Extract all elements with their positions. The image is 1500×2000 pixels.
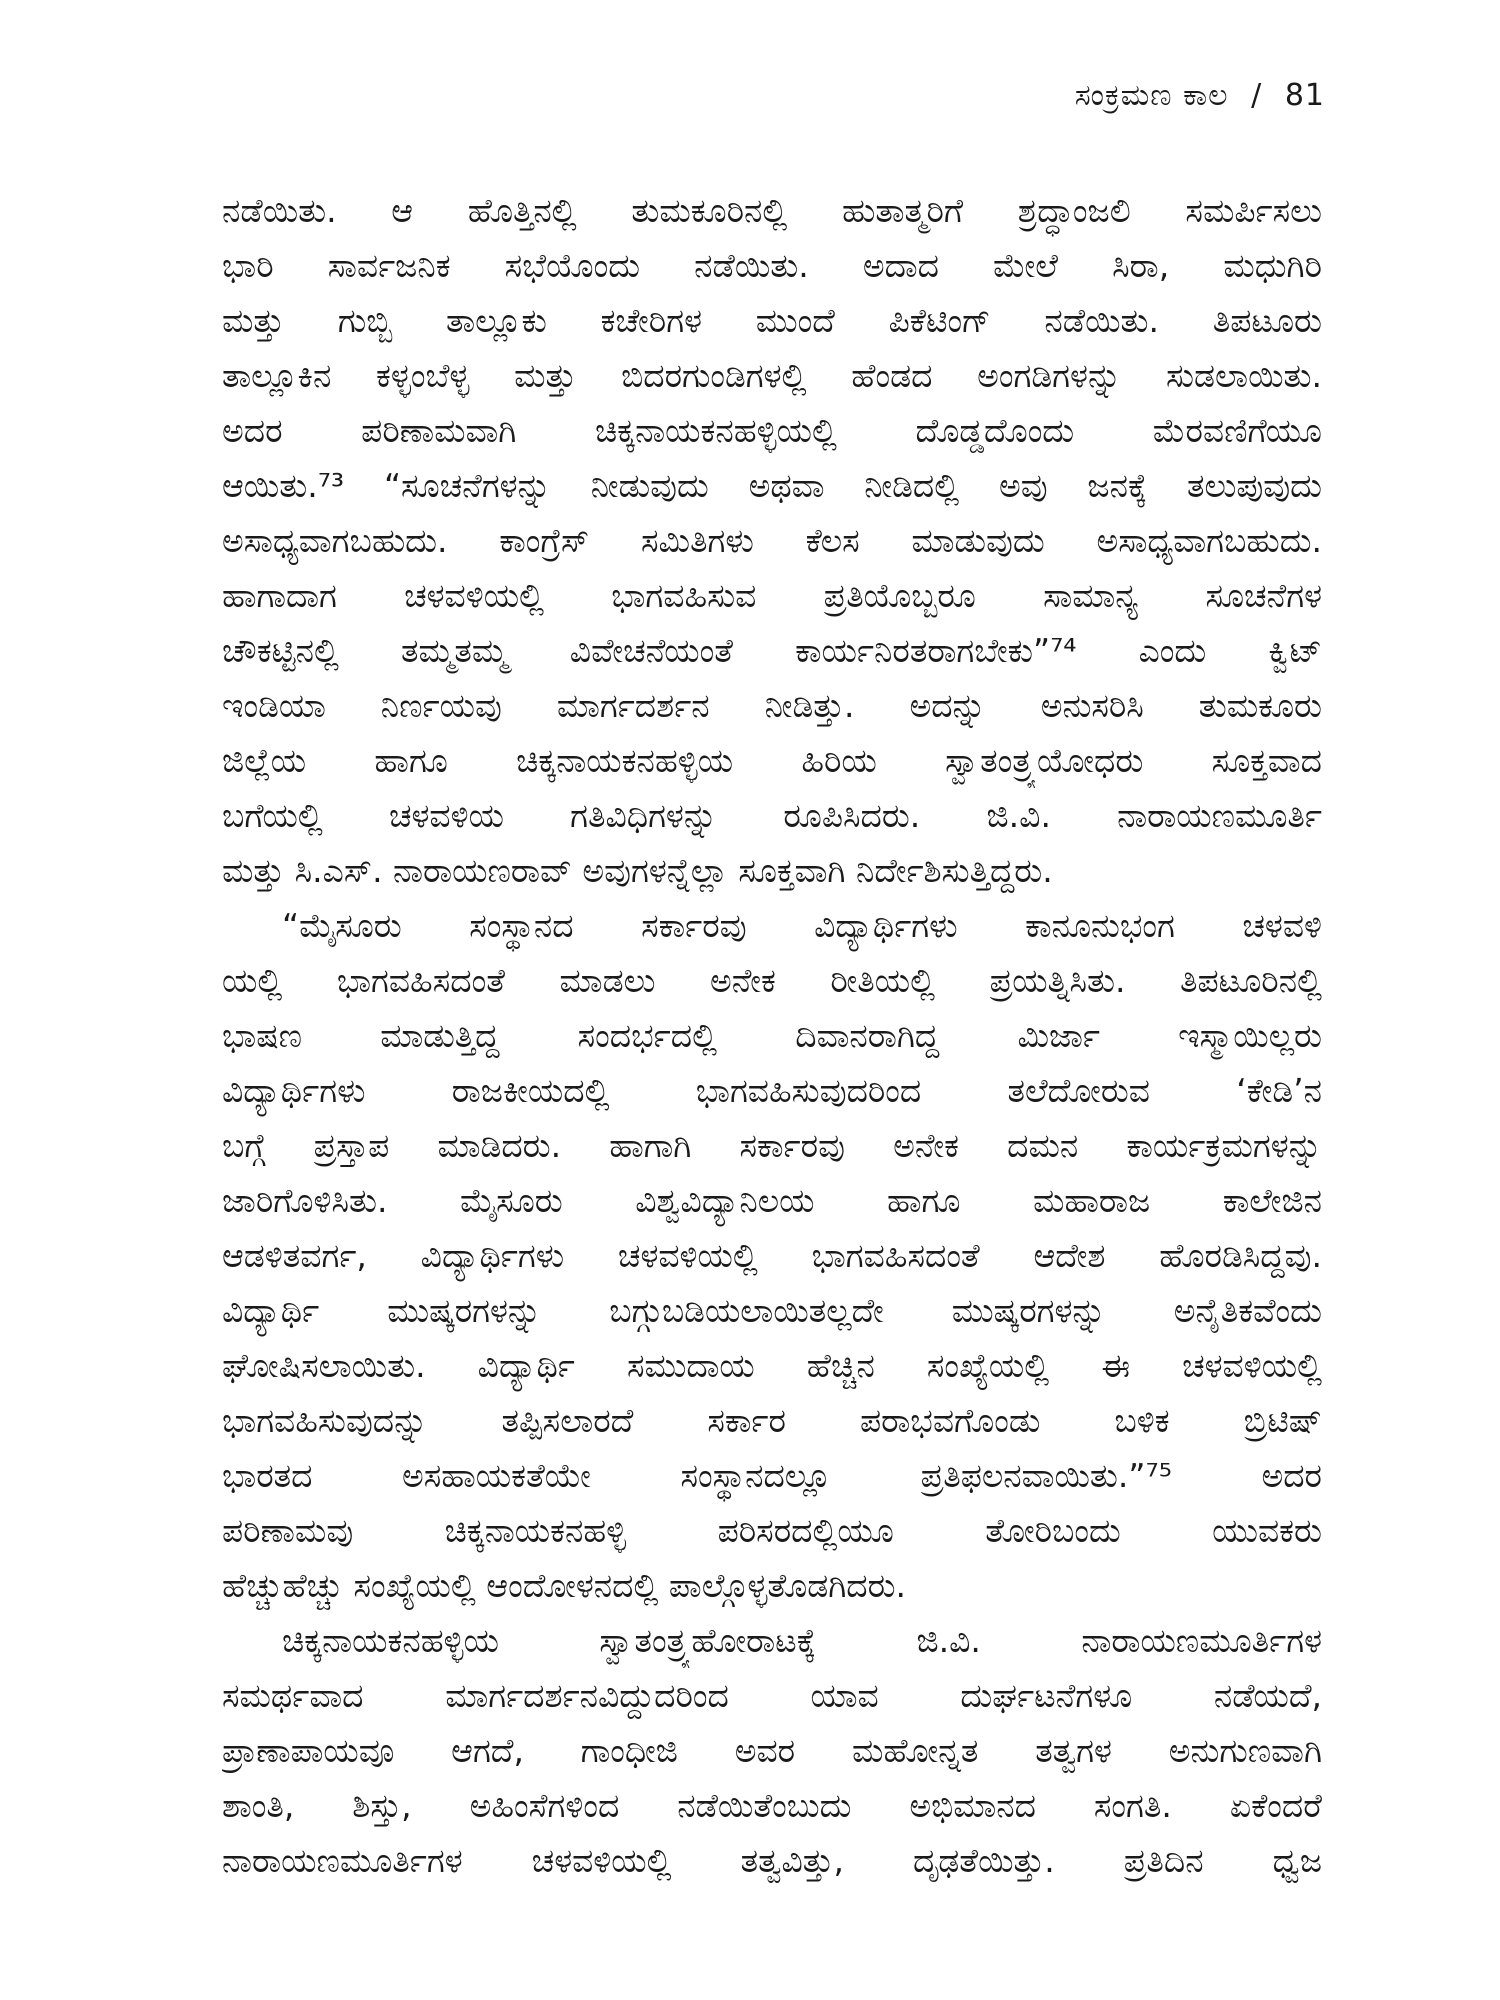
text-line: ಹಾಗಾದಾಗ ಚಳವಳಿಯಲ್ಲಿ ಭಾಗವಹಿಸುವ ಪ್ರತಿಯೊಬ್ಬರೂ ಸಾಮಾನ್ಯ ಸೂಚನೆಗಳ [222,576,1322,615]
text-line: ಭಾಷಣ ಮಾಡುತ್ತಿದ್ದ ಸಂದರ್ಭದಲ್ಲಿ ದಿವಾನರಾಗಿದ್ದ ಮಿರ್ಜಾ ಇಸ್ಮಾಯಿಲ್ಲರು [222,1016,1322,1055]
chapter-title: ಸಂಕ್ರಮಣ ಕಾಲ [1074,78,1229,113]
text-line: ಹೆಚ್ಚುಹೆಚ್ಚು ಸಂಖ್ಯೆಯಲ್ಲಿ ಆಂದೋಳನದಲ್ಲಿ ಪಾಲ್ಗೊಳ್ಳತೊಡಗಿದರು. [222,1566,907,1605]
text-line: ಜಾರಿಗೊಳಿಸಿತು. ಮೈಸೂರು ವಿಶ್ವವಿದ್ಯಾನಿಲಯ ಹಾಗೂ ಮಹಾರಾಜ ಕಾಲೇಜಿನ [222,1181,1322,1220]
text-line: ಜಿಲ್ಲೆಯ ಹಾಗೂ ಚಿಕ್ಕನಾಯಕನಹಳ್ಳಿಯ ಹಿರಿಯ ಸ್ವಾತಂತ್ರ್ಯಯೋಧರು ಸೂಕ್ತವಾದ [222,741,1322,780]
text-line: “ಮೈಸೂರು ಸಂಸ್ಥಾನದ ಸರ್ಕಾರವು ವಿದ್ಯಾರ್ಥಿಗಳು ಕಾನೂನುಭಂಗ ಚಳವಳಿ [282,906,1322,945]
text-line: ಪ್ರಾಣಾಪಾಯವೂ ಆಗದೆ, ಗಾಂಧೀಜಿ ಅವರ ಮಹೋನ್ನತ ತತ್ವಗಳ ಅನುಗುಣವಾಗಿ [222,1731,1322,1770]
text-line: ಭಾರಿ ಸಾರ್ವಜನಿಕ ಸಭೆಯೊಂದು ನಡೆಯಿತು. ಅದಾದ ಮೇಲೆ ಸಿರಾ, ಮಧುಗಿರಿ [222,246,1322,285]
text-line: ಪರಿಣಾಮವು ಚಿಕ್ಕನಾಯಕನಹಳ್ಳಿ ಪರಿಸರದಲ್ಲಿಯೂ ತೋರಿಬಂದು ಯುವಕರು [222,1511,1322,1550]
body-text [222,183,1322,1888]
running-header [1075,78,1325,113]
text-line: ಭಾಗವಹಿಸುವುದನ್ನು ತಪ್ಪಿಸಲಾರದೆ ಸರ್ಕಾರ ಪರಾಭವಗೊಂಡು ಬಳಿಕ ಬ್ರಿಟಿಷ್ [222,1401,1322,1440]
text-line: ತಾಲ್ಲೂಕಿನ ಕಳ್ಳಂಬೆಳ್ಳ ಮತ್ತು ಬಿದರಗುಂಡಿಗಳಲ್ಲಿ ಹೆಂಡದ ಅಂಗಡಿಗಳನ್ನು ಸುಡಲಾಯಿತು. [222,356,1322,395]
text-line: ಘೋಷಿಸಲಾಯಿತು. ವಿದ್ಯಾರ್ಥಿ ಸಮುದಾಯ ಹೆಚ್ಚಿನ ಸಂಖ್ಯೆಯಲ್ಲಿ ಈ ಚಳವಳಿಯಲ್ಲಿ [222,1346,1322,1385]
text-line: ಮತ್ತು ಗುಬ್ಬಿ ತಾಲ್ಲೂಕು ಕಚೇರಿಗಳ ಮುಂದೆ ಪಿಕೆಟಿಂಗ್ ನಡೆಯಿತು. ತಿಪಟೂರು [222,301,1322,340]
text-line: ಇಂಡಿಯಾ ನಿರ್ಣಯವು ಮಾರ್ಗದರ್ಶನ ನೀಡಿತ್ತು. ಅದನ್ನು ಅನುಸರಿಸಿ ತುಮಕೂರು [222,686,1322,725]
text-line: ಆಯಿತು.⁷³ “ಸೂಚನೆಗಳನ್ನು ನೀಡುವುದು ಅಥವಾ ನೀಡಿದಲ್ಲಿ ಅವು ಜನಕ್ಕೆ ತಲುಪುವುದು [222,466,1322,505]
paragraph-1 [222,183,1322,898]
text-line: ಅಸಾಧ್ಯವಾಗಬಹುದು. ಕಾಂಗ್ರೆಸ್ ಸಮಿತಿಗಳು ಕೆಲಸ ಮಾಡುವುದು ಅಸಾಧ್ಯವಾಗಬಹುದು. [222,521,1322,560]
header-separator: / [1251,78,1263,113]
paragraph-2 [222,898,1322,1613]
text-line: ಯಲ್ಲಿ ಭಾಗವಹಿಸದಂತೆ ಮಾಡಲು ಅನೇಕ ರೀತಿಯಲ್ಲಿ ಪ್ರಯತ್ನಿಸಿತು. ತಿಪಟೂರಿನಲ್ಲಿ [222,961,1322,1000]
paragraph-3 [222,1613,1322,1888]
text-line: ಚೌಕಟ್ಟಿನಲ್ಲಿ ತಮ್ಮತಮ್ಮ ವಿವೇಚನೆಯಂತೆ ಕಾರ್ಯನಿರತರಾಗಬೇಕು”⁷⁴ ಎಂದು ಕ್ವಿಟ್ [222,631,1322,670]
text-line: ವಿದ್ಯಾರ್ಥಿಗಳು ರಾಜಕೀಯದಲ್ಲಿ ಭಾಗವಹಿಸುವುದರಿಂದ ತಲೆದೋರುವ ‘ಕೇಡಿ’ನ [222,1071,1322,1110]
text-line: ಶಾಂತಿ, ಶಿಸ್ತು, ಅಹಿಂಸೆಗಳಿಂದ ನಡೆಯಿತೆಂಬುದು ಅಭಿಮಾನದ ಸಂಗತಿ. ಏಕೆಂದರೆ [222,1786,1322,1825]
text-line: ಚಿಕ್ಕನಾಯಕನಹಳ್ಳಿಯ ಸ್ವಾತಂತ್ರ್ಯಹೋರಾಟಕ್ಕೆ ಜಿ.ವಿ. ನಾರಾಯಣಮೂರ್ತಿಗಳ [282,1621,1322,1660]
text-line: ಭಾರತದ ಅಸಹಾಯಕತೆಯೇ ಸಂಸ್ಥಾನದಲ್ಲೂ ಪ್ರತಿಫಲನವಾಯಿತು.”⁷⁵ ಅದರ [222,1456,1322,1495]
text-line: ಬಗ್ಗೆ ಪ್ರಸ್ತಾಪ ಮಾಡಿದರು. ಹಾಗಾಗಿ ಸರ್ಕಾರವು ಅನೇಕ ದಮನ ಕಾರ್ಯಕ್ರಮಗಳನ್ನು [222,1126,1322,1165]
text-line: ಅದರ ಪರಿಣಾಮವಾಗಿ ಚಿಕ್ಕನಾಯಕನಹಳ್ಳಿಯಲ್ಲಿ ದೊಡ್ಡದೊಂದು ಮೆರವಣಿಗೆಯೂ [222,411,1322,450]
page-number: 81 [1284,78,1325,113]
text-line: ಆಡಳಿತವರ್ಗ, ವಿದ್ಯಾರ್ಥಿಗಳು ಚಳವಳಿಯಲ್ಲಿ ಭಾಗವಹಿಸದಂತೆ ಆದೇಶ ಹೊರಡಿಸಿದ್ದವು. [222,1236,1322,1275]
text-line: ನಡೆಯಿತು. ಆ ಹೊತ್ತಿನಲ್ಲಿ ತುಮಕೂರಿನಲ್ಲಿ ಹುತಾತ್ಮರಿಗೆ ಶ್ರದ್ಧಾಂಜಲಿ ಸಮರ್ಪಿಸಲು [222,191,1322,230]
text-line: ವಿದ್ಯಾರ್ಥಿ ಮುಷ್ಕರಗಳನ್ನು ಬಗ್ಗುಬಡಿಯಲಾಯಿತಲ್ಲದೇ ಮುಷ್ಕರಗಳನ್ನು ಅನೈತಿಕವೆಂದು [222,1291,1322,1330]
text-line: ಬಗೆಯಲ್ಲಿ ಚಳವಳಿಯ ಗತಿವಿಧಿಗಳನ್ನು ರೂಪಿಸಿದರು. ಜಿ.ವಿ. ನಾರಾಯಣಮೂರ್ತಿ [222,796,1322,835]
text-line: ನಾರಾಯಣಮೂರ್ತಿಗಳ ಚಳವಳಿಯಲ್ಲಿ ತತ್ವವಿತ್ತು, ದೃಢತೆಯಿತ್ತು. ಪ್ರತಿದಿನ ಧ್ವಜ [222,1841,1322,1880]
text-line: ಸಮರ್ಥವಾದ ಮಾರ್ಗದರ್ಶನವಿದ್ದುದರಿಂದ ಯಾವ ದುರ್ಘಟನೆಗಳೂ ನಡೆಯದೆ, [222,1676,1322,1715]
text-line: ಮತ್ತು ಸಿ.ಎಸ್. ನಾರಾಯಣರಾವ್ ಅವುಗಳನ್ನೆಲ್ಲಾ ಸೂಕ್ತವಾಗಿ ನಿರ್ದೇಶಿಸುತ್ತಿದ್ದರು. [222,851,1053,890]
